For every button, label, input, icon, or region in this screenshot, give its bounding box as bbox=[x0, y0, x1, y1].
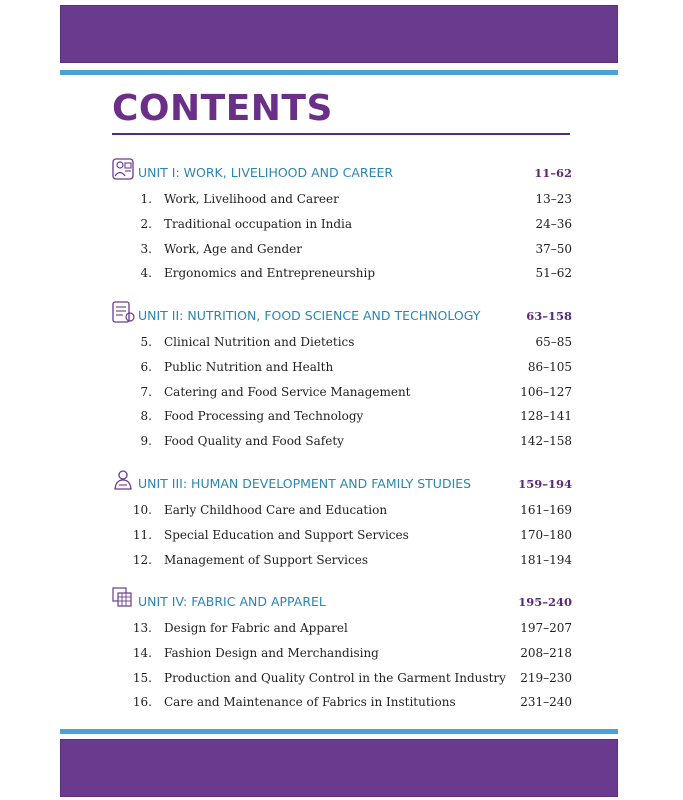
chapter-row[interactable] bbox=[110, 524, 572, 549]
chapter-number: 2. bbox=[140, 216, 152, 231]
food-chart-icon bbox=[110, 299, 136, 325]
chapter-number: 15. bbox=[132, 670, 152, 685]
unit-title: UNIT IV: FABRIC AND APPAREL bbox=[138, 594, 326, 609]
chapter-pages: 37–50 bbox=[535, 241, 572, 256]
unit-page-range: 63–158 bbox=[526, 309, 572, 323]
chapter-row[interactable] bbox=[110, 262, 572, 287]
chapter-pages: 86–105 bbox=[527, 359, 572, 374]
chapter-title: Design for Fabric and Apparel bbox=[164, 621, 348, 635]
chapter-title: Early Childhood Care and Education bbox=[164, 503, 388, 517]
chapter-pages: 142–158 bbox=[520, 434, 572, 449]
chapter-pages: 51–62 bbox=[535, 266, 572, 281]
chapter-number: 8. bbox=[140, 409, 152, 424]
chapter-title: Public Nutrition and Health bbox=[164, 359, 334, 374]
fabric-swatch-icon bbox=[110, 585, 136, 611]
chapter-title: Catering and Food Service Management bbox=[164, 384, 411, 399]
unit-section bbox=[110, 305, 572, 455]
unit-page-range: 195–240 bbox=[518, 595, 572, 609]
chapter-pages: 161–169 bbox=[520, 503, 572, 517]
unit-section bbox=[110, 591, 572, 716]
chapter-title: Fashion Design and Merchandising bbox=[164, 645, 379, 660]
chapter-pages: 208–218 bbox=[520, 645, 572, 660]
unit-title: UNIT II: NUTRITION, FOOD SCIENCE AND TECHNOLOGY bbox=[138, 308, 481, 323]
chapter-row[interactable] bbox=[110, 691, 572, 716]
chapter-title: Work, Livelihood and Career bbox=[164, 192, 339, 206]
chapter-title: Traditional occupation in India bbox=[164, 216, 353, 231]
chapter-title: Special Education and Support Services bbox=[164, 527, 409, 542]
unit-title: UNIT III: HUMAN DEVELOPMENT AND FAMILY STUDIES bbox=[138, 476, 472, 491]
footer-band bbox=[60, 739, 618, 797]
chapter-number: 11. bbox=[132, 527, 152, 542]
chapter-number: 9. bbox=[140, 434, 152, 449]
chapter-number: 14. bbox=[132, 645, 152, 660]
chapter-number: 3. bbox=[140, 241, 152, 256]
chapter-row[interactable] bbox=[110, 213, 572, 238]
chapter-pages: 106–127 bbox=[520, 384, 572, 399]
chapter-number: 1. bbox=[140, 192, 152, 206]
chapter-row[interactable] bbox=[110, 405, 572, 430]
chapter-pages: 65–85 bbox=[535, 335, 572, 349]
unit-page-range: 159–194 bbox=[518, 477, 572, 491]
chapter-title: Work, Age and Gender bbox=[164, 241, 302, 256]
worker-icon bbox=[110, 156, 136, 182]
header-rule bbox=[60, 70, 618, 75]
chapter-pages: 13–23 bbox=[535, 192, 572, 206]
chapter-row[interactable] bbox=[110, 331, 572, 356]
header-band bbox=[60, 5, 618, 63]
chapter-pages: 170–180 bbox=[520, 527, 572, 542]
unit-heading[interactable] bbox=[110, 305, 572, 329]
chapter-number: 13. bbox=[132, 621, 152, 635]
chapter-row[interactable] bbox=[110, 430, 572, 455]
unit-title: UNIT I: WORK, LIVELIHOOD AND CAREER bbox=[138, 165, 394, 180]
chapter-pages: 128–141 bbox=[520, 409, 572, 424]
chapter-number: 16. bbox=[132, 695, 152, 710]
chapter-number: 4. bbox=[140, 266, 152, 281]
chapter-title: Production and Quality Control in the Garment Industry bbox=[164, 670, 506, 685]
unit-heading[interactable] bbox=[110, 473, 572, 497]
chapter-title: Management of Support Services bbox=[164, 552, 368, 567]
chapter-row[interactable] bbox=[110, 642, 572, 667]
chapter-row[interactable] bbox=[110, 617, 572, 642]
chapter-row[interactable] bbox=[110, 238, 572, 263]
chapter-title: Clinical Nutrition and Dietetics bbox=[164, 335, 355, 349]
unit-section bbox=[110, 473, 572, 573]
chapter-row[interactable] bbox=[110, 356, 572, 381]
chapter-title: Food Processing and Technology bbox=[164, 409, 364, 424]
chapter-pages: 219–230 bbox=[520, 670, 572, 685]
chapter-row[interactable] bbox=[110, 381, 572, 406]
page-title: CONTENTS bbox=[112, 88, 333, 129]
chapter-pages: 24–36 bbox=[535, 216, 572, 231]
chapter-title: Care and Maintenance of Fabrics in Institutions bbox=[164, 695, 456, 710]
chapter-number: 5. bbox=[140, 335, 152, 349]
chapter-row[interactable] bbox=[110, 667, 572, 692]
unit-section bbox=[110, 162, 572, 287]
chapter-row[interactable] bbox=[110, 549, 572, 574]
chapter-row[interactable] bbox=[110, 188, 572, 213]
unit-heading[interactable] bbox=[110, 591, 572, 615]
footer-rule bbox=[60, 729, 618, 734]
chapter-number: 6. bbox=[140, 359, 152, 374]
title-underline bbox=[112, 133, 570, 135]
unit-page-range: 11–62 bbox=[534, 166, 572, 180]
chapter-title: Food Quality and Food Safety bbox=[164, 434, 344, 449]
unit-heading[interactable] bbox=[110, 162, 572, 186]
chapter-number: 12. bbox=[132, 552, 152, 567]
chapter-number: 7. bbox=[140, 384, 152, 399]
chapter-pages: 181–194 bbox=[520, 552, 572, 567]
chapter-pages: 197–207 bbox=[520, 621, 572, 635]
chapter-row[interactable] bbox=[110, 499, 572, 524]
chapter-pages: 231–240 bbox=[520, 695, 572, 710]
child-icon bbox=[110, 467, 136, 493]
chapter-number: 10. bbox=[132, 503, 152, 517]
chapter-title: Ergonomics and Entrepreneurship bbox=[164, 266, 376, 281]
